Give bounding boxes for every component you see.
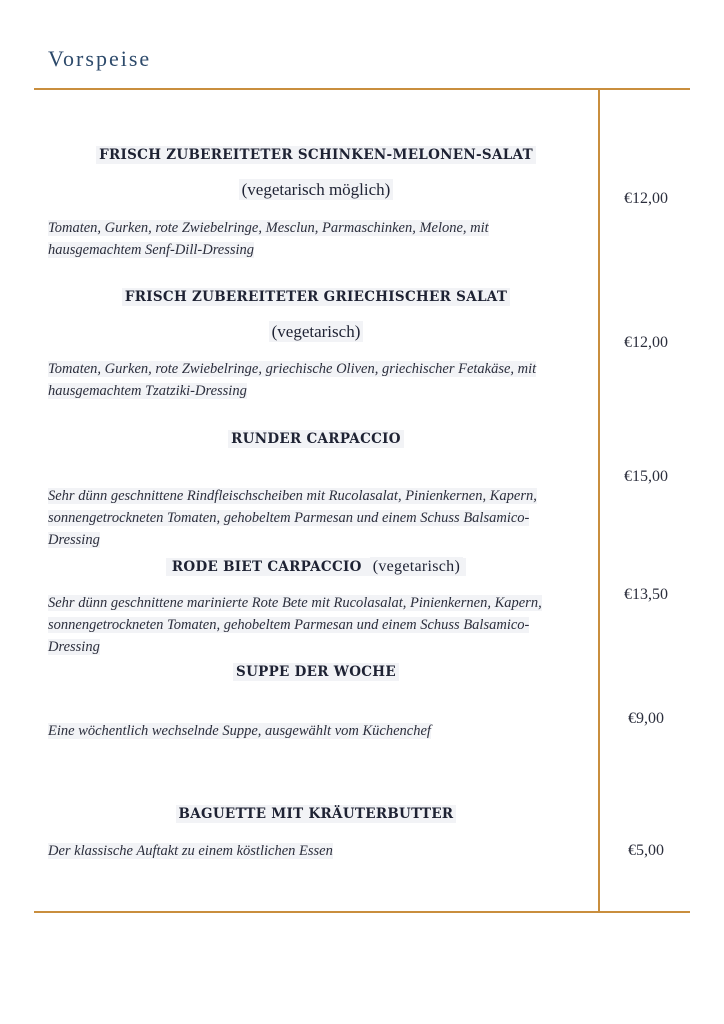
item-note: (vegetarisch) <box>48 322 584 342</box>
item-price: €12,00 <box>624 190 668 207</box>
item-title-suffix: (vegetarisch) <box>370 557 463 576</box>
item-title: FRISCH ZUBEREITETER SCHINKEN-MELONEN-SALAT <box>48 147 584 163</box>
item-title: SUPPE DER WOCHE <box>48 664 584 680</box>
item-description: Sehr dünn geschnittene Rindfleischscheiben mit Rucolasalat, Pinienkernen, Kapern, sonnengetrockneten Tomaten, gehobeltem Parmesan und einem Schuss Balsamico-Dressing <box>48 488 537 548</box>
item-title <box>48 558 584 576</box>
top-divider <box>34 88 690 90</box>
section-heading: Vorspeise <box>48 46 152 71</box>
item-description: Tomaten, Gurken, rote Zwiebelringe, griechische Oliven, griechischer Fetakäse, mit hausgemachtem Tzatziki-Dressing <box>48 361 537 399</box>
item-description: Sehr dünn geschnittene marinierte Rote Bete mit Rucolasalat, Pinienkernen, Kapern, sonnengetrockneten Tomaten, gehobeltem Parmesan und einem Schuss Balsamico-Dressing <box>48 595 542 655</box>
item-title: FRISCH ZUBEREITETER GRIECHISCHER SALAT <box>48 289 584 305</box>
item-description: Tomaten, Gurken, rote Zwiebelringe, Mesclun, Parmaschinken, Melone, mit hausgemachtem Senf-Dill-Dressing <box>48 220 489 258</box>
bottom-divider <box>34 911 690 913</box>
price-column-divider <box>598 88 600 913</box>
item-price: €15,00 <box>624 468 668 485</box>
item-description: Eine wöchentlich wechselnde Suppe, ausgewählt vom Küchenchef <box>48 723 431 739</box>
item-description: Der klassische Auftakt zu einem köstlichen Essen <box>48 843 333 859</box>
item-title-main: RODE BIET CARPACCIO <box>169 558 365 576</box>
item-price: €9,00 <box>628 710 664 727</box>
item-title: BAGUETTE MIT KRÄUTERBUTTER <box>48 806 584 822</box>
item-price: €13,50 <box>624 586 668 603</box>
item-title: RUNDER CARPACCIO <box>48 431 584 447</box>
item-price: €5,00 <box>628 842 664 859</box>
item-note: (vegetarisch möglich) <box>48 180 584 200</box>
item-price: €12,00 <box>624 334 668 351</box>
